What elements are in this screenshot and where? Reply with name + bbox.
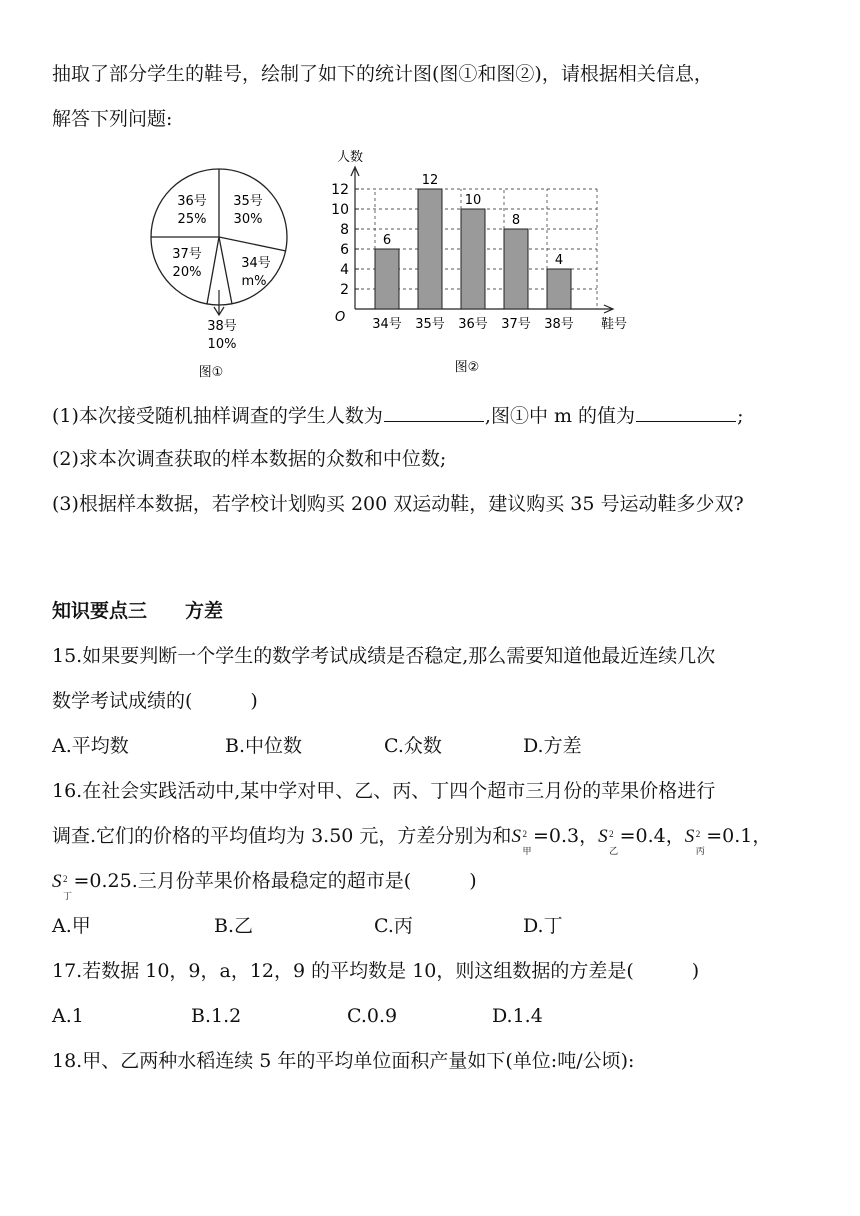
x-tick-label-38号: 38号 [544,317,574,332]
q16-stem: 调查.它们的价格的平均值均为 3.50 元，方差分别为和 [52,825,512,847]
y-tick-label-12: 12 [331,182,349,198]
q16-option-a[interactable]: A.甲 [52,915,91,937]
pie-label-38: 38号 [207,319,237,334]
q16-line-3 [52,869,477,901]
pie-pct-35: 30% [233,212,263,227]
q16-line-2 [52,824,772,856]
intro-line-2: 解答下列问题: [52,108,173,130]
x-tick-label-37号: 37号 [501,317,531,332]
x-tick-label-36号: 36号 [458,317,488,332]
q17-option-b[interactable]: B.1.2 [191,1005,242,1027]
x-tick-label-34号: 34号 [372,317,402,332]
bar-37号 [504,229,528,309]
bar-35号 [418,189,442,309]
q1-text-c: ; [737,405,744,427]
q17-option-c[interactable]: C.0.9 [347,1005,398,1027]
q15-option-b[interactable]: B.中位数 [225,735,303,757]
y-tick-label-4: 4 [340,262,349,278]
pie-divider-34-38 [219,237,232,304]
variance-symbol-jia: S 2 甲 [511,826,532,856]
pie-divider-35-34 [219,237,286,251]
question-1 [52,403,743,428]
q16-close: ) [469,870,477,892]
x-axis-title: 鞋号 [601,317,628,332]
q16-value-yi: =0.4， [619,825,685,847]
q16-line-1: 16.在社会实践活动中,某中学对甲、乙、丙、丁四个超市三月份的苹果价格进行 [52,780,716,802]
q1-blank-1[interactable] [384,403,484,422]
q1-blank-2[interactable] [636,403,736,422]
pie-label-35: 35号 [233,194,263,209]
q17-line-1 [52,959,699,983]
pie-caption: 图① [198,365,224,380]
pie-pct-38: 10% [207,337,237,352]
q17-close: ) [691,960,700,982]
q18-line-1: 18.甲、乙两种水稻连续 5 年的平均单位面积产量如下(单位:吨/公顷): [52,1050,635,1072]
bar-value-label-35号: 12 [421,173,439,188]
variance-symbol-ding: S 2 丁 [52,871,73,901]
pie-pct-36: 25% [177,212,207,227]
question-3: (3)根据样本数据，若学校计划购买 200 双运动鞋，建议购买 35 号运动鞋多少双? [52,493,744,515]
y-tick-label-2: 2 [340,282,349,298]
q15-stem: 数学考试成绩的( [52,690,193,712]
pie-label-36: 36号 [177,194,207,209]
y-tick-label-10: 10 [331,202,349,218]
pie-label-37: 37号 [172,247,202,262]
bar-34号 [375,249,399,309]
bar-value-label-38号: 4 [554,253,564,268]
q1-text-a: (1)本次接受随机抽样调查的学生人数为 [52,405,383,427]
q16-value-jia: =0.3， [532,825,599,847]
q15-option-d[interactable]: D.方差 [523,735,582,757]
pie-divider-38-37 [207,237,219,304]
q16-value-bing: =0.1， [706,825,772,847]
q15-option-c[interactable]: C.众数 [384,735,442,757]
question-2: (2)求本次调查获取的样本数据的众数和中位数; [52,448,447,470]
q17-option-a[interactable]: A.1 [52,1005,84,1027]
q16-option-b[interactable]: B.乙 [214,915,254,937]
pie-pct-37: 20% [172,265,202,280]
y-axis-title: 人数 [337,150,364,165]
y-tick-label-6: 6 [340,242,349,258]
q1-text-b: ,图①中 m 的值为 [484,405,636,427]
pie-label-34: 34号 [241,256,271,271]
pie-pct-34: m% [241,274,267,289]
q15-line-1: 15.如果要判断一个学生的数学考试成绩是否稳定,那么需要知道他最近连续几次 [52,645,716,667]
variance-symbol-yi: S 2 乙 [598,826,619,856]
q17-stem: 17.若数据 10，9，a，12，9 的平均数是 10，则这组数据的方差是( [52,960,634,982]
y-tick-label-8: 8 [340,222,349,238]
q16-value-ding: =0.25.三月份苹果价格最稳定的超市是( [73,870,412,892]
bar-value-label-34号: 6 [382,233,392,248]
bar-chart [325,145,645,385]
bar-36号 [461,209,485,309]
bar-value-label-36号: 10 [464,193,482,208]
origin-label: O [335,310,346,325]
q15-option-a[interactable]: A.平均数 [52,735,129,757]
q15-line-2 [52,689,258,713]
x-tick-label-35号: 35号 [415,317,445,332]
q15-close: ) [250,690,258,712]
q16-option-d[interactable]: D.丁 [523,915,563,937]
intro-line-1: 抽取了部分学生的鞋号，绘制了如下的统计图(图①和图②)，请根据相关信息， [52,63,713,85]
pie-chart [145,150,305,390]
bar-value-label-37号: 8 [511,213,521,228]
q17-option-d[interactable]: D.1.4 [492,1005,543,1027]
q16-option-c[interactable]: C.丙 [374,915,413,937]
section-title: 知识要点三 方差 [52,600,224,622]
bar-38号 [547,269,571,309]
bar-chart-caption: 图② [454,360,480,375]
variance-symbol-bing: S 2 丙 [684,826,705,856]
